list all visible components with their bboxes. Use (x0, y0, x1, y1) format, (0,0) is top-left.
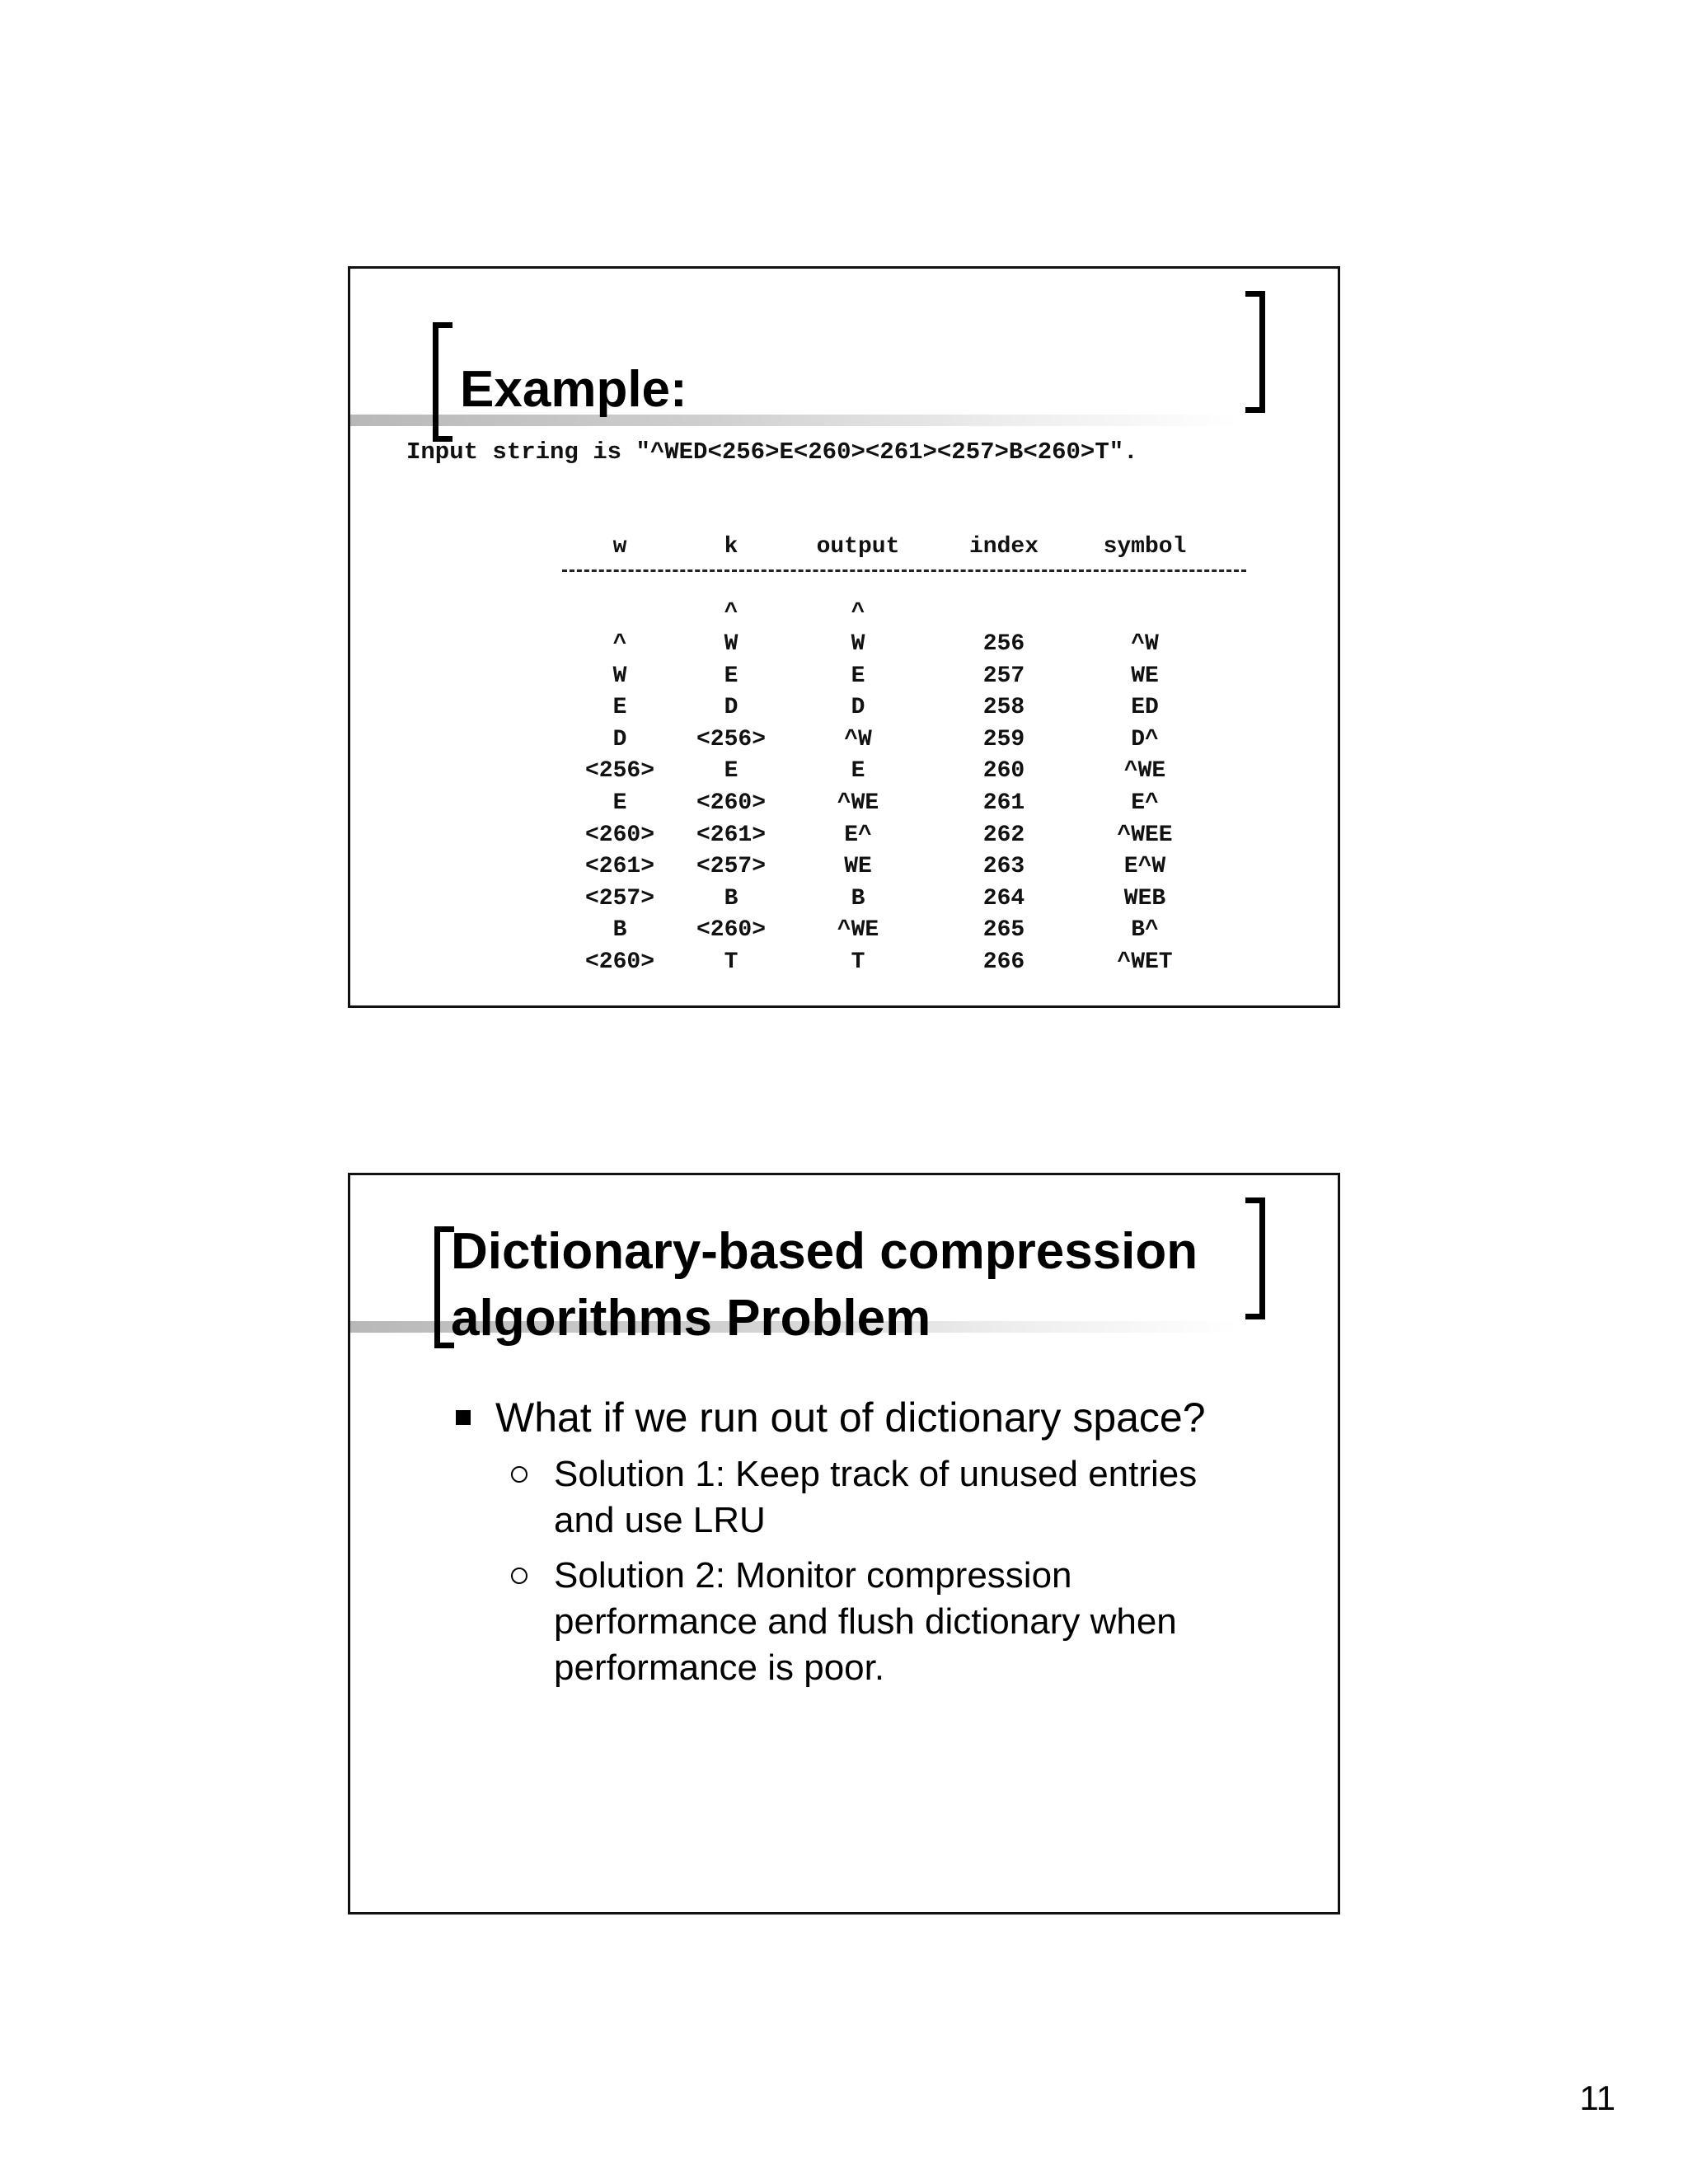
bullet-list (350, 1175, 1338, 1912)
sub-bullet-text: Solution 2: Monitor compression performance and flush dictionary when performance is poor. (554, 1555, 1177, 1688)
cell-index: 266 (982, 949, 1025, 975)
cell-output: WE (844, 854, 872, 880)
slide-dictionary-problem (348, 1173, 1340, 1915)
cell-output: E (851, 758, 865, 785)
cell-k: <260> (696, 917, 766, 944)
slide-title: Dictionary-based compression algorithms Problem (451, 1223, 1198, 1347)
cell-index: 262 (982, 822, 1025, 848)
cell-symbol: ED (1131, 695, 1159, 721)
sub-bullet-text: Solution 1: Keep track of unused entries and use LRU (554, 1454, 1198, 1540)
cell-output: E (851, 663, 865, 689)
page-number: 11 (1579, 2079, 1615, 2117)
cell-k: T (724, 949, 738, 975)
cell-symbol: E^ (1131, 790, 1159, 816)
cell-w: B (612, 917, 627, 944)
cell-symbol: WE (1131, 663, 1159, 689)
cell-output: E^ (844, 822, 872, 848)
square-bullet-icon (456, 1410, 471, 1425)
header-symbol: symbol (1103, 534, 1187, 560)
header-k: k (724, 534, 738, 560)
cell-w: D (612, 726, 627, 752)
cell-w: <261> (584, 854, 654, 880)
cell-index: 256 (982, 631, 1025, 657)
cell-k: W (724, 631, 738, 657)
cell-w: <257> (584, 885, 654, 912)
circle-bullet-icon (511, 1568, 528, 1584)
cell-output: W (851, 631, 865, 657)
input-string-line: Input string is "^WED<256>E<260><261><257>B<260>T". (406, 438, 1138, 466)
cell-symbol: ^WET (1117, 949, 1173, 975)
cell-w: <260> (584, 949, 654, 975)
cell-index: 258 (982, 695, 1025, 721)
header-index: index (968, 534, 1039, 560)
cell-symbol: ^WEE (1117, 822, 1173, 848)
cell-symbol: D^ (1131, 726, 1159, 752)
header-w: w (612, 534, 627, 560)
cell-symbol: ^W (1131, 631, 1159, 657)
cell-k: <257> (696, 854, 766, 880)
cell-k: B (724, 885, 738, 912)
cell-index: 264 (982, 885, 1025, 912)
cell-symbol: ^WE (1123, 758, 1166, 785)
cell-output: ^WE (837, 917, 879, 944)
cell-output: B (851, 885, 865, 912)
cell-w: ^ (612, 631, 627, 657)
cell-output: ^W (844, 726, 872, 752)
cell-k: E (724, 663, 738, 689)
cell-output: D (851, 695, 865, 721)
cell-index: 259 (982, 726, 1025, 752)
slide-title: Example: (460, 361, 687, 418)
bullet-text: What if we run out of dictionary space? (495, 1394, 1206, 1441)
cell-symbol: B^ (1131, 917, 1159, 944)
cell-k: D (724, 695, 738, 721)
cell-w: <256> (584, 758, 654, 785)
cell-k: <256> (696, 726, 766, 752)
cell-index: 265 (982, 917, 1025, 944)
cell-index: 263 (982, 854, 1025, 880)
cell-w: W (612, 663, 627, 689)
cell-index: 260 (982, 758, 1025, 785)
first-row-output: ^ (851, 600, 865, 626)
header-output: output (816, 534, 900, 560)
cell-k: E (724, 758, 738, 785)
table-divider (562, 569, 1246, 572)
cell-w: <260> (584, 822, 654, 848)
lzw-table (350, 269, 1338, 1005)
cell-k: <260> (696, 790, 766, 816)
cell-output: ^WE (837, 790, 879, 816)
cell-k: <261> (696, 822, 766, 848)
circle-bullet-icon (511, 1466, 528, 1483)
cell-w: E (612, 695, 627, 721)
slide-example (348, 266, 1340, 1008)
cell-output: T (851, 949, 865, 975)
cell-symbol: WEB (1123, 885, 1166, 912)
cell-index: 261 (982, 790, 1025, 816)
first-row-k: ^ (724, 600, 738, 626)
cell-symbol: E^W (1123, 854, 1166, 880)
cell-w: E (612, 790, 627, 816)
cell-index: 257 (982, 663, 1025, 689)
